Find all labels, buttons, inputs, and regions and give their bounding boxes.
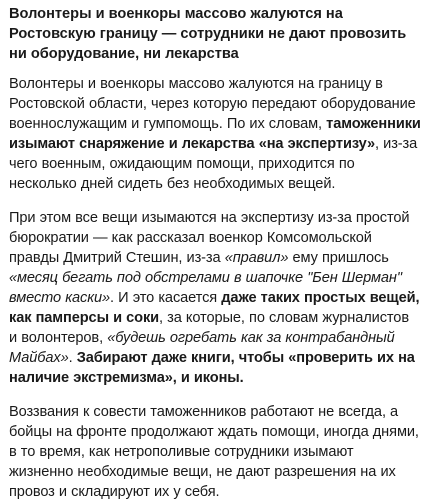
p2-text-4: , за которые, по словам журналистов и волонтеров, [9, 310, 409, 346]
paragraph-3 [9, 402, 421, 502]
p1-text-2: , из-за чего военным, ожидающим помощи, приходится по несколько дней сидеть без необходимых вещей. [9, 136, 418, 192]
p3-text-1: Воззвания к совести таможенников работают не всегда, а бойцы на фронте продолжают ждать помощи, иногда днями, в то время, как нетрополивые сотрудники изымают жизненно необходимые вещи, не дают разрешения на их провоз и складируют их у себя. [9, 404, 419, 500]
p2-italic-3: «будешь огребать как за контрабандный Майбах» [9, 330, 395, 366]
paragraph-2 [9, 208, 421, 388]
p2-text-5: . [68, 350, 77, 366]
p2-text-2: ему пришлось [288, 250, 389, 266]
p2-text-1: При этом все вещи изымаются на экспертизу из-за простой бюрократии — как рассказал военкор Комсомольской правды Дмитрий Стешин, из-за [9, 210, 410, 266]
p2-italic-2: «месяц бегать под обстрелами в шапочке "Бен Шерман" вместо каски» [9, 270, 402, 306]
paragraph-1 [9, 74, 421, 194]
p1-bold-1: таможенники изымают снаряжение и лекарства «на экспертизу» [9, 116, 421, 152]
p1-text-1: Волонтеры и военкоры массово жалуются на границу в Ростовской области, через которую передают оборудование военнослужащим и гумпомощь. По их словам, [9, 76, 416, 132]
p2-bold-1: даже таких простых вещей, как памперсы и соки [9, 290, 420, 326]
post-title: Волонтеры и военкоры массово жалуются на Ростовскую границу — сотрудники не дают провозить ни оборудование, ни лекарства [9, 6, 407, 62]
p2-bold-2: Забирают даже книги, чтобы «проверить их на наличие экстремизма», и иконы. [9, 350, 415, 386]
p2-text-3: . И это касается [110, 290, 222, 306]
p2-italic-1: «правил» [224, 250, 289, 266]
